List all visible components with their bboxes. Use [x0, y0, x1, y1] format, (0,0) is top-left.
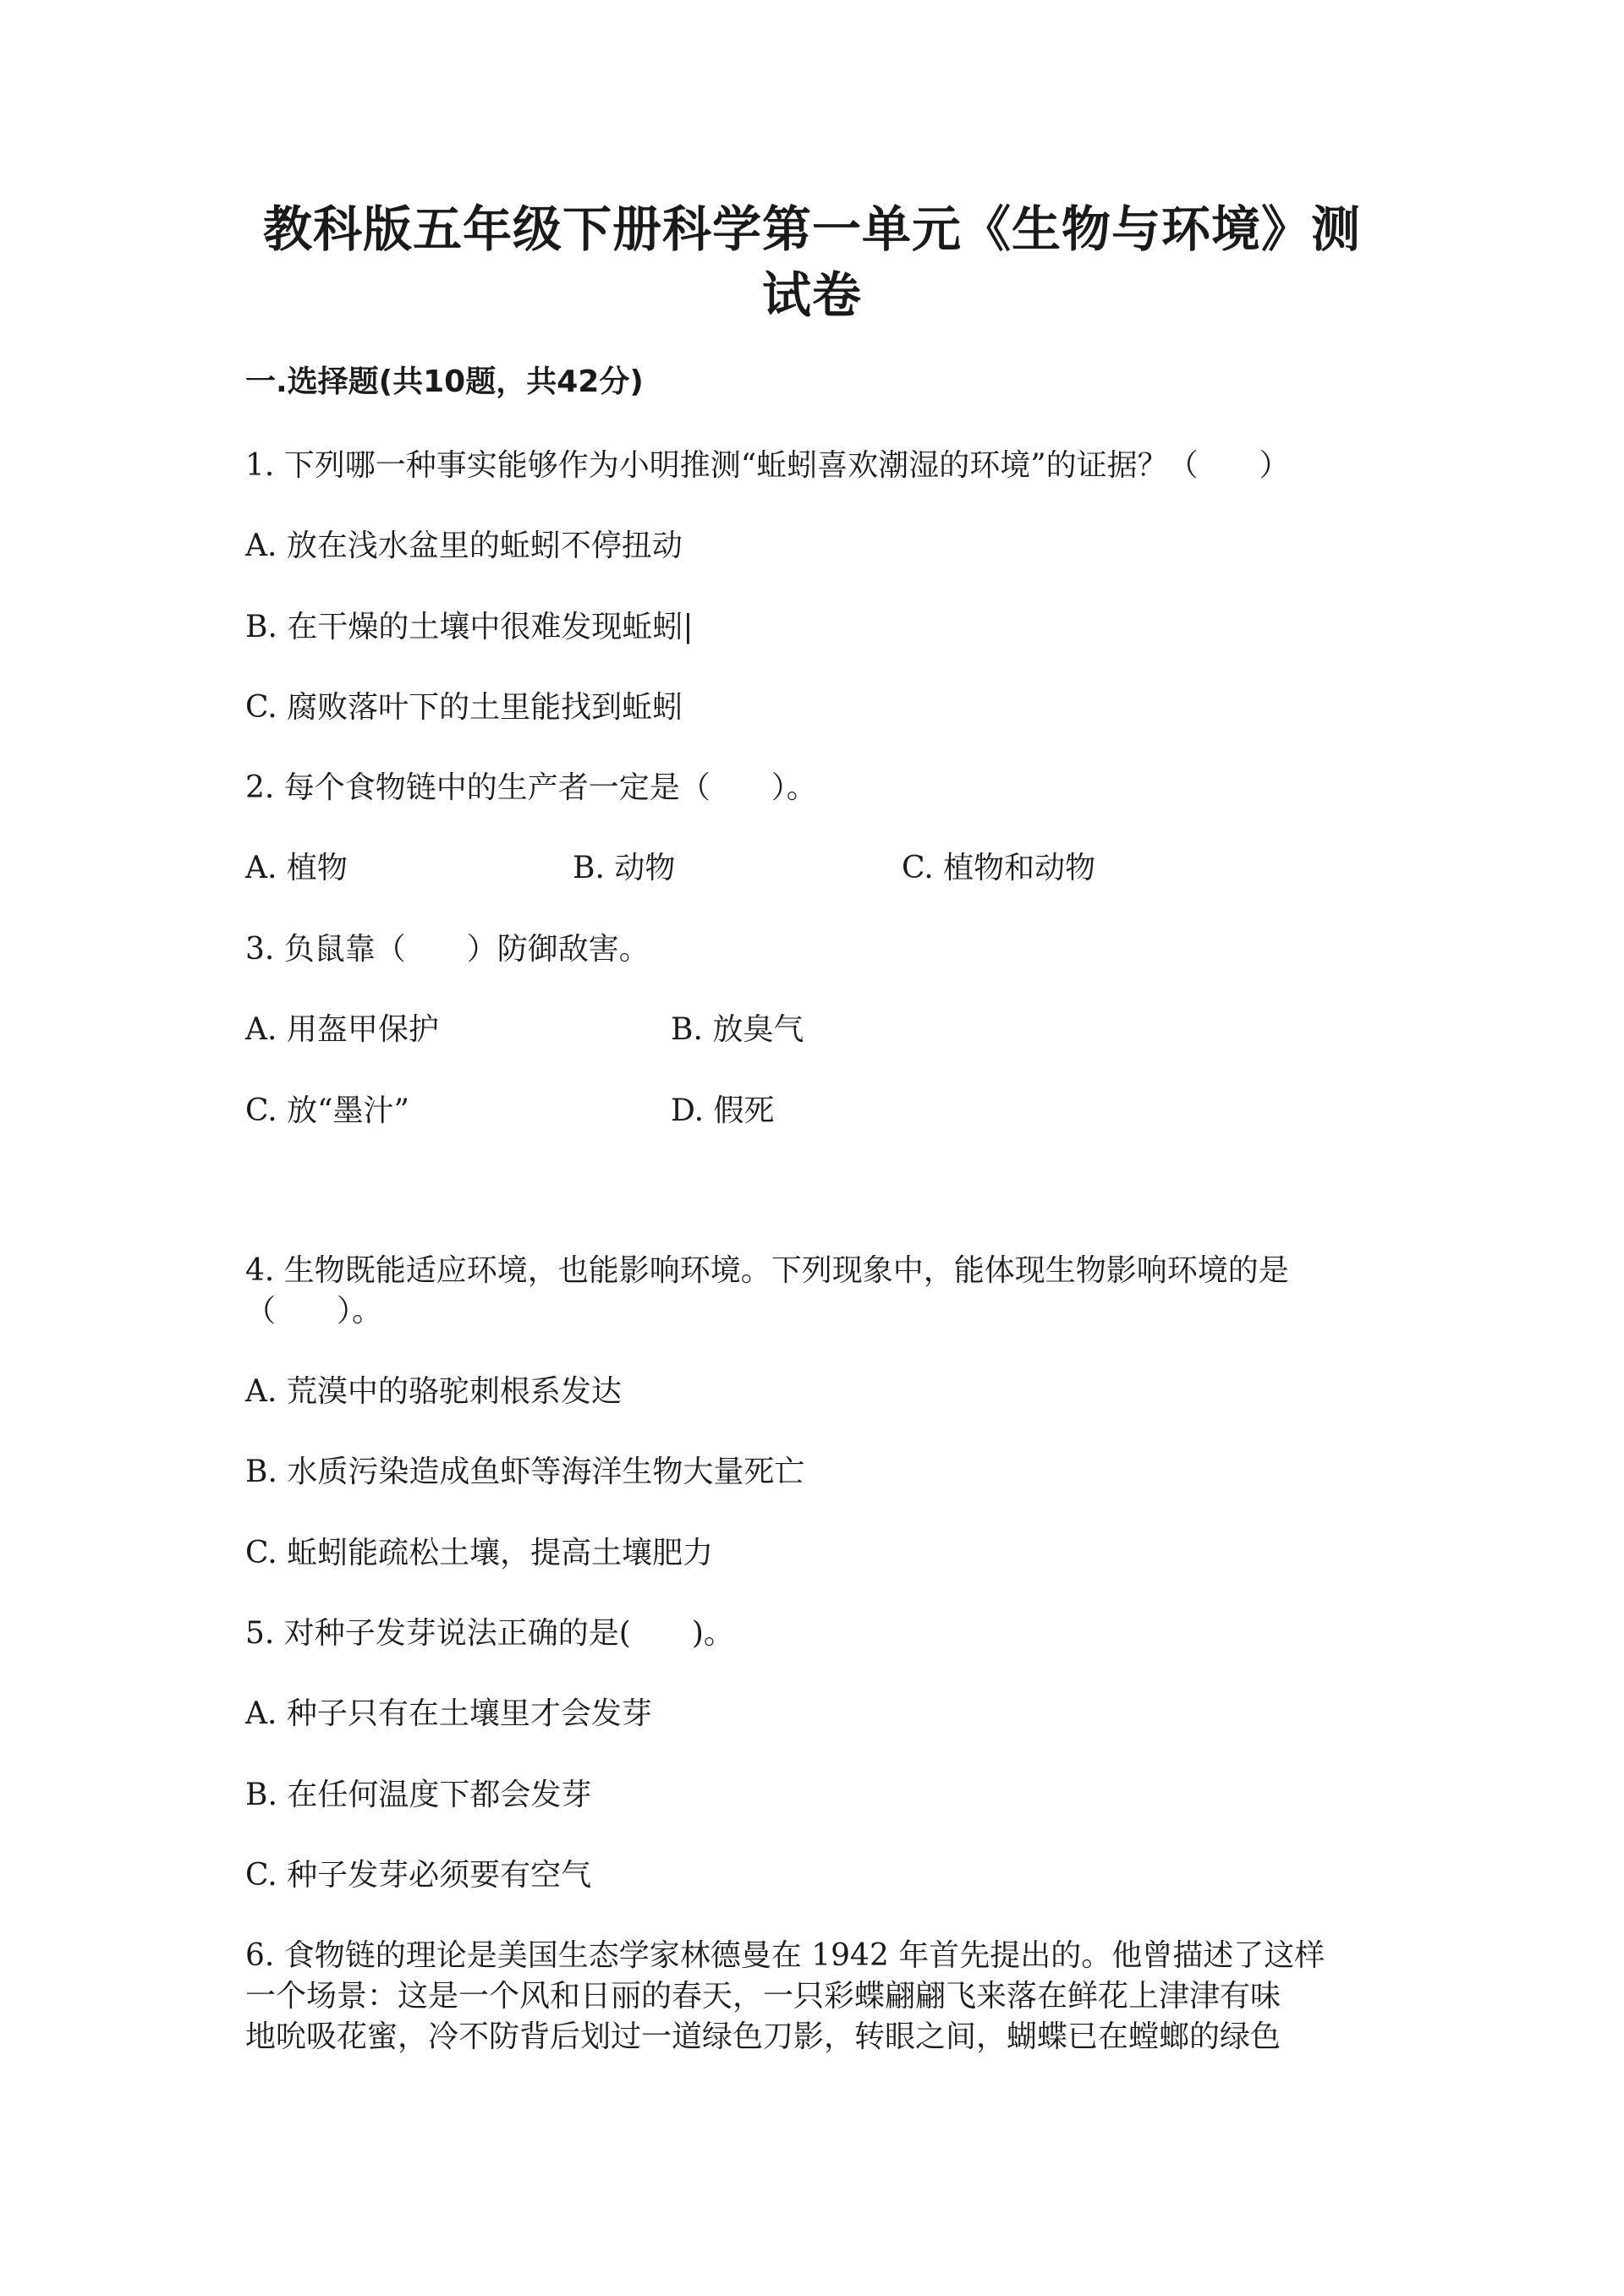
- section-heading: 一.选择题(共10题，共42分): [245, 364, 644, 399]
- question-2-option-c: C. 植物和动物: [902, 851, 1096, 885]
- question-3-option-c: C. 放“墨汁”: [245, 1093, 409, 1128]
- question-5-stem: 5. 对种子发芽说法正确的是( )。: [245, 1616, 734, 1651]
- question-2-option-a: A. 植物: [245, 851, 348, 885]
- question-6-stem-line-3: 地吮吸花蜜，冷不防背后划过一道绿色刀影，转眼之间，蝴蝶已在螳螂的绿色: [245, 2019, 1281, 2054]
- question-1-option-a: A. 放在浅水盆里的蚯蚓不停扭动: [245, 529, 683, 563]
- question-4-stem-line-1: 4. 生物既能适应环境，也能影响环境。下列现象中，能体现生物影响环境的是: [245, 1253, 1289, 1288]
- question-6-stem-line-1: 6. 食物链的理论是美国生态学家林德曼在 1942 年首先提出的。他曾描述了这样: [245, 1938, 1325, 1973]
- question-3-option-b: B. 放臭气: [671, 1012, 804, 1047]
- question-1-option-b: B. 在干燥的土壤中很难发现蚯蚓|: [245, 610, 694, 644]
- question-5-option-c: C. 种子发芽必须要有空气: [245, 1858, 592, 1893]
- page-title: [245, 196, 1379, 328]
- question-4-stem: [245, 1251, 1383, 1332]
- question-5-option-b: B. 在任何温度下都会发芽: [245, 1778, 592, 1812]
- question-4-option-c: C. 蚯蚓能疏松土壤，提高土壤肥力: [245, 1536, 714, 1570]
- title-line-2: 试卷: [761, 266, 862, 324]
- question-2-stem: 2. 每个食物链中的生产者一定是（ ）。: [245, 770, 817, 805]
- question-4-option-b: B. 水质污染造成鱼虾等海洋生物大量死亡: [245, 1455, 805, 1489]
- question-3-option-a: A. 用盔甲保护: [245, 1012, 439, 1047]
- question-5-option-a: A. 种子只有在土壤里才会发芽: [245, 1696, 652, 1731]
- question-1-stem: 1. 下列哪一种事实能够作为小明推测“蚯蚓喜欢潮湿的环境”的证据？（ ）: [245, 448, 1290, 483]
- question-3-option-d: D. 假死: [671, 1093, 775, 1128]
- title-line-1: 教科版五年级下册科学第一单元《生物与环境》测: [262, 200, 1361, 258]
- question-3-stem: 3. 负鼠靠（ ）防御敌害。: [245, 932, 650, 967]
- question-4-option-a: A. 荒漠中的骆驼刺根系发达: [245, 1374, 622, 1409]
- question-4-stem-line-2: （ ）。: [245, 1294, 383, 1329]
- question-2-option-b: B. 动物: [573, 851, 676, 885]
- question-6-stem: [245, 1936, 1383, 2058]
- question-6-stem-line-2: 一个场景：这是一个风和日丽的春天，一只彩蝶翩翩飞来落在鲜花上津津有味: [245, 1979, 1281, 2014]
- question-1-option-c: C. 腐败落叶下的土里能找到蚯蚓: [245, 690, 683, 725]
